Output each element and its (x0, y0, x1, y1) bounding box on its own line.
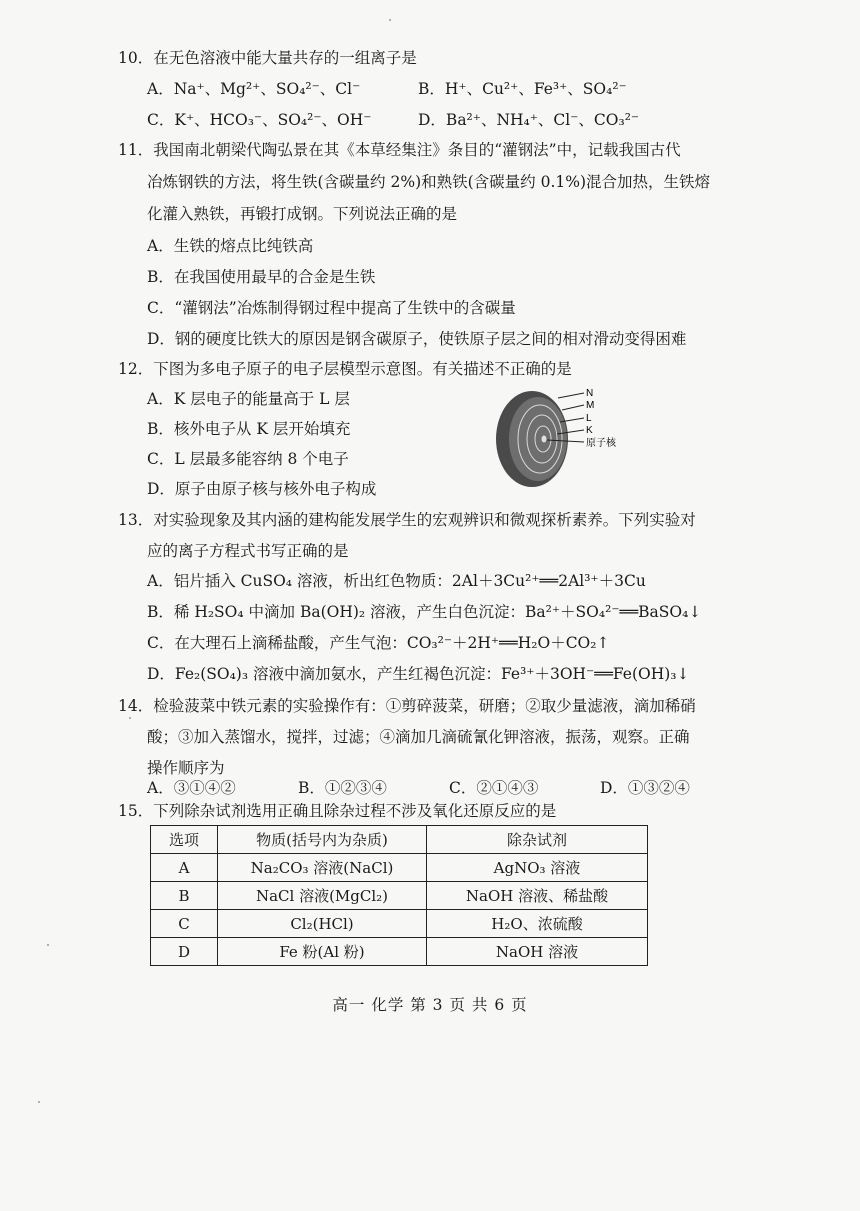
nucleus (542, 436, 547, 443)
row-d-option: D (151, 938, 218, 966)
row-a-substance: Na₂CO₃ 溶液(NaCl) (218, 854, 427, 882)
scan-dot (47, 944, 49, 946)
q11-option-c: C．“灌钢法”冶炼制得钢过程中提高了生铁中的含碳量 (147, 299, 516, 317)
q10-option-c: C．K⁺、HCO₃⁻、SO₄²⁻、OH⁻ (147, 111, 372, 129)
scan-dot (129, 717, 131, 719)
q14-option-d: D．①③②④ (600, 779, 690, 797)
header-option: 选项 (151, 826, 218, 854)
q10-option-a: A．Na⁺、Mg²⁺、SO₄²⁻、Cl⁻ (147, 80, 361, 98)
table-row (151, 882, 648, 910)
row-c-reagent: H₂O、浓硫酸 (427, 910, 648, 938)
q12-option-b: B．核外电子从 K 层开始填充 (147, 420, 351, 438)
q14-option-b: B．①②③④ (298, 779, 387, 797)
q12-option-d: D．原子由原子核与核外电子构成 (147, 480, 377, 498)
row-c-option: C (151, 910, 218, 938)
q13-stem-line2: 应的离子方程式书写正确的是 (147, 542, 349, 560)
header-substance: 物质(括号内为杂质) (218, 826, 427, 854)
q11-stem-line2: 冶炼钢铁的方法，将生铁(含碳量约 2%)和熟铁(含碳量约 0.1%)混合加热，生铁熔 (147, 173, 711, 191)
row-b-substance: NaCl 溶液(MgCl₂) (218, 882, 427, 910)
q10-stem: 10．在无色溶液中能大量共存的一组离子是 (118, 49, 417, 67)
q13-option-d: D．Fe₂(SO₄)₃ 溶液中滴加氨水，产生红褐色沉淀：Fe³⁺＋3OH⁻══Fe(OH)₃↓ (147, 665, 690, 683)
q14-stem-line1: 14．检验菠菜中铁元素的实验操作有：①剪碎菠菜，研磨；②取少量滤液，滴加稀硝 (118, 697, 696, 715)
label-m: M (586, 400, 595, 411)
q13-option-b: B．稀 H₂SO₄ 中滴加 Ba(OH)₂ 溶液，产生白色沉淀：Ba²⁺＋SO₄²⁻══BaSO₄↓ (147, 603, 702, 621)
q13-stem-line1: 13．对实验现象及其内涵的建构能发展学生的宏观辨识和微观探析素养。下列实验对 (118, 511, 696, 529)
scan-dot (38, 1101, 40, 1103)
q14-option-a: A．③①④② (147, 779, 236, 797)
q13-option-a: A．铝片插入 CuSO₄ 溶液，析出红色物质：2Al＋3Cu²⁺══2Al³⁺＋3Cu (147, 572, 646, 590)
table-row (151, 938, 648, 966)
header-reagent: 除杂试剂 (427, 826, 648, 854)
q15-stem: 15．下列除杂试剂选用正确且除杂过程不涉及氧化还原反应的是 (118, 802, 557, 820)
label-l: L (586, 413, 592, 424)
row-b-option: B (151, 882, 218, 910)
q14-option-c: C．②①④③ (449, 779, 539, 797)
row-c-substance: Cl₂(HCl) (218, 910, 427, 938)
label-nucleus: 原子核 (586, 438, 616, 449)
row-a-reagent: AgNO₃ 溶液 (427, 854, 648, 882)
q12-stem: 12．下图为多电子原子的电子层模型示意图。有关描述不正确的是 (118, 360, 572, 378)
row-d-reagent: NaOH 溶液 (427, 938, 648, 966)
q12-option-c: C．L 层最多能容纳 8 个电子 (147, 450, 349, 468)
label-n: N (586, 388, 594, 399)
label-k: K (586, 425, 593, 436)
table-header-row (151, 826, 648, 854)
q10-option-d: D．Ba²⁺、NH₄⁺、Cl⁻、CO₃²⁻ (418, 111, 640, 129)
q12-option-a: A．K 层电子的能量高于 L 层 (147, 390, 350, 408)
q14-stem-line2: 酸；③加入蒸馏水，搅拌，过滤；④滴加几滴硫氰化钾溶液，振荡，观察。正确 (147, 728, 690, 746)
scan-dot (389, 19, 391, 21)
table-row (151, 910, 648, 938)
q14-stem-line3: 操作顺序为 (147, 759, 225, 777)
q15-table (150, 825, 648, 966)
q10-option-b: B．H⁺、Cu²⁺、Fe³⁺、SO₄²⁻ (418, 80, 627, 98)
q11-option-d: D．钢的硬度比铁大的原因是钢含碳原子，使铁原子层之间的相对滑动变得困难 (147, 330, 687, 348)
electron-shell-figure (492, 384, 632, 494)
row-b-reagent: NaOH 溶液、稀盐酸 (427, 882, 648, 910)
row-a-option: A (151, 854, 218, 882)
table-row (151, 854, 648, 882)
q11-option-b: B．在我国使用最早的合金是生铁 (147, 268, 376, 286)
q11-stem-line3: 化灌入熟铁，再锻打成钢。下列说法正确的是 (147, 205, 458, 223)
q11-option-a: A．生铁的熔点比纯铁高 (147, 237, 314, 255)
q11-stem-line1: 11．我国南北朝梁代陶弘景在其《本草经集注》条目的“灌钢法”中，记载我国古代 (118, 141, 681, 159)
page-footer: 高一 化学 第 3 页 共 6 页 (332, 996, 528, 1014)
q13-option-c: C．在大理石上滴稀盐酸，产生气泡：CO₃²⁻＋2H⁺══H₂O＋CO₂↑ (147, 634, 610, 652)
row-d-substance: Fe 粉(Al 粉) (218, 938, 427, 966)
